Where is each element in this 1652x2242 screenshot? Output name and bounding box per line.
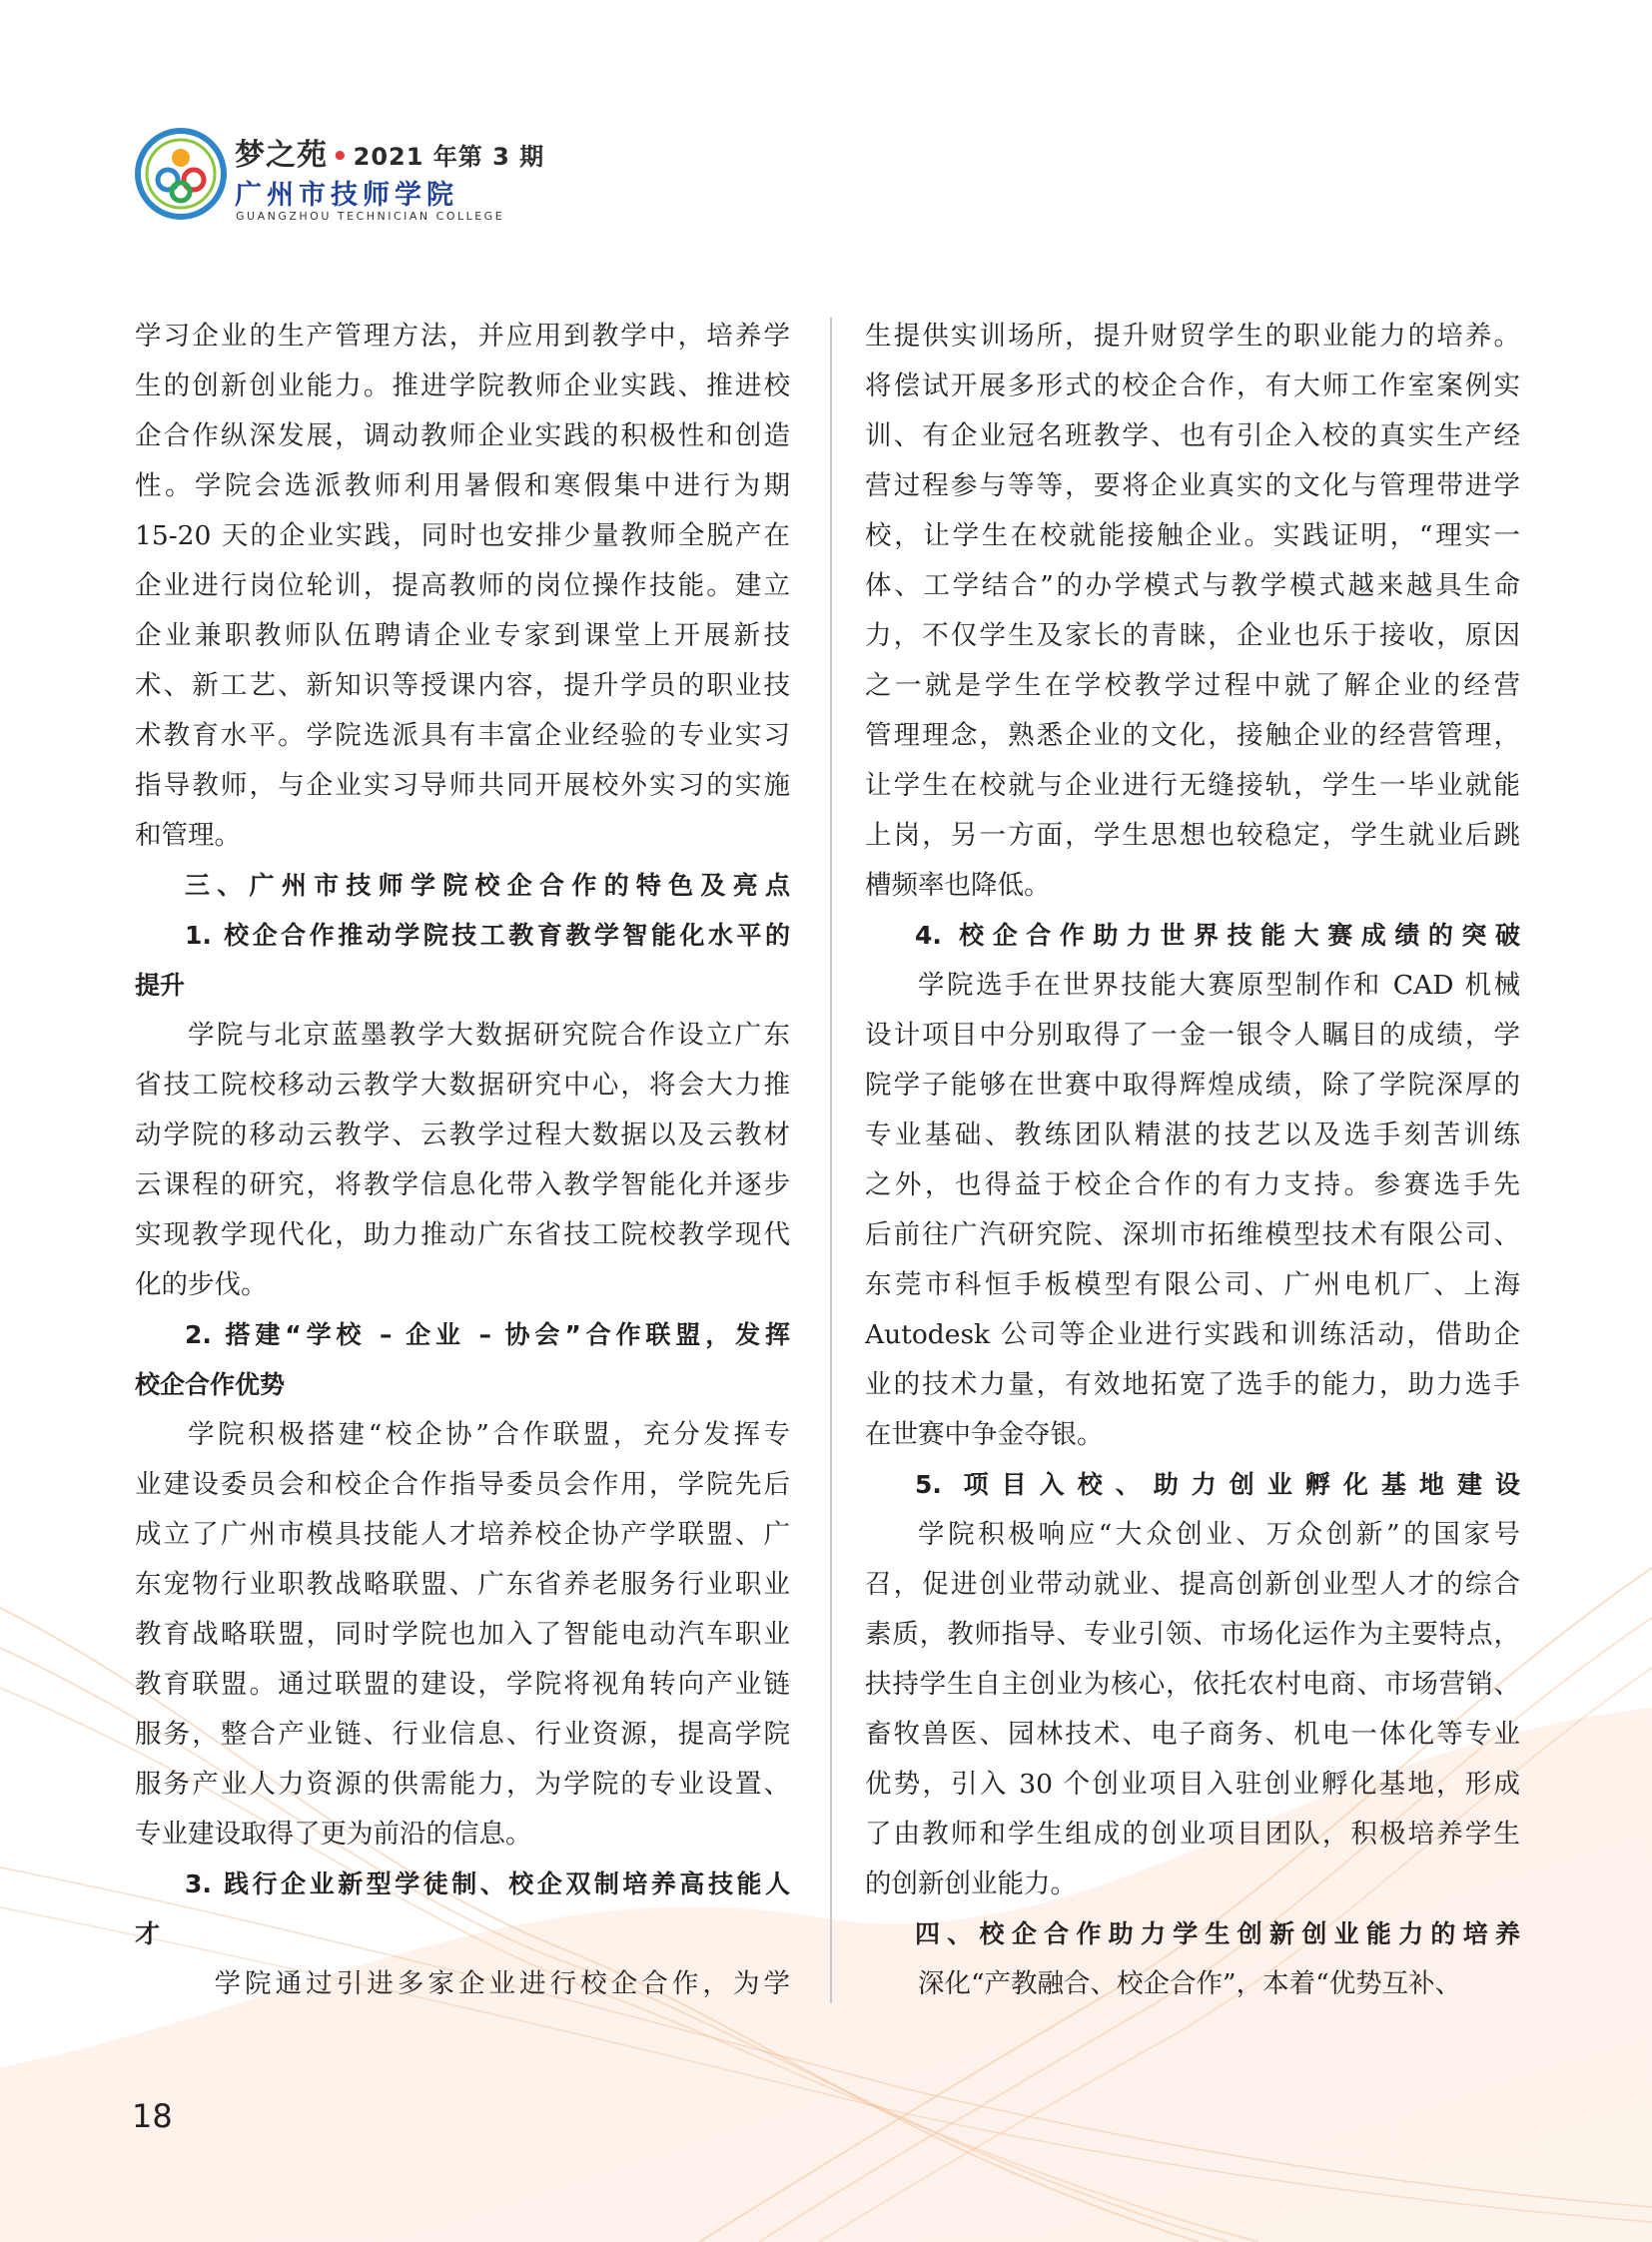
text-line: 性。学院会选派教师利用暑假和寒假集中进行为期 xyxy=(135,470,790,501)
text-line: 学习企业的生产管理方法，并应用到教学中，培养学 xyxy=(135,321,790,352)
text-line: 院学子能够在世赛中取得辉煌成绩，除了学院深厚的 xyxy=(865,1070,1520,1101)
right-column xyxy=(865,312,1520,2009)
text-line: 服务，整合产业链、行业信息、行业资源，提高学院 xyxy=(135,1719,790,1750)
text-line: 学院积极响应“大众创业、万众创新”的国家号 xyxy=(918,1519,1520,1550)
text-line: 业建设委员会和校企合作指导委员会作用，学院先后 xyxy=(135,1469,790,1500)
text-line: 之外，也得益于校企合作的有力支持。参赛选手先 xyxy=(865,1169,1520,1200)
text-line: 15-20 天的企业实践，同时也安排少量教师全脱产在 xyxy=(135,520,790,551)
column-divider xyxy=(830,318,832,2003)
text-line: 企合作纵深发展，调动教师企业实践的积极性和创造 xyxy=(135,420,790,451)
subsection-heading: 5. 项目入校、助力创业孵化基地建设 xyxy=(915,1470,1520,1499)
text-line: 企业兼职教师队伍聘请企业专家到课堂上开展新技 xyxy=(135,620,790,651)
section-heading: 三、广州市技师学院校企合作的特色及亮点 xyxy=(185,871,790,900)
text-line: 专业建设取得了更为前沿的信息。 xyxy=(135,1819,532,1850)
issue-number: 2021 年第 3 期 xyxy=(353,143,545,171)
text-line: 畜牧兽医、园林技术、电子商务、机电一体化等专业 xyxy=(865,1719,1520,1750)
text-line: 省技工院校移动云教学大数据研究中心，将会大力推 xyxy=(135,1070,790,1101)
text-line: 化的步伐。 xyxy=(135,1269,268,1300)
school-name: 广州市技师学院 xyxy=(235,180,458,211)
text-line: 了由教师和学生组成的创业项目团队，积极培养学生 xyxy=(865,1819,1520,1850)
text-line: 素质，教师指导、专业引领、市场化运作为主要特点， xyxy=(865,1619,1520,1650)
subsection-heading: 4. 校企合作助力世界技能大赛成绩的突破 xyxy=(915,921,1520,950)
page-header xyxy=(135,128,734,228)
subsection-heading: 2. 搭建“学校 – 企业 – 协会”合作联盟，发挥 xyxy=(185,1320,790,1349)
text-line: 指导教师，与企业实习导师共同开展校外实习的实施 xyxy=(135,770,790,801)
text-line: 和管理。 xyxy=(135,820,241,851)
magazine-name: 梦之苑 xyxy=(235,138,328,173)
text-line: 学院选手在世界技能大赛原型制作和 CAD 机械 xyxy=(918,970,1520,1001)
text-line: 上岗，另一方面，学生思想也较稳定，学生就业后跳 xyxy=(865,820,1520,851)
text-line: 力，不仅学生及家长的青睐，企业也乐于接收，原因 xyxy=(865,620,1520,651)
text-line: 业的技术力量，有效地拓宽了选手的能力，助力选手 xyxy=(865,1369,1520,1400)
school-name-english: GUANGZHOU TECHNICIAN COLLEGE xyxy=(236,210,505,223)
text-line: 成立了广州市模具技能人才培养校企协产学联盟、广 xyxy=(135,1519,790,1550)
text-line: 在世赛中争金夺银。 xyxy=(865,1419,1104,1450)
text-line: 术、新工艺、新知识等授课内容，提升学员的职业技 xyxy=(135,670,790,701)
text-line: 企业进行岗位轮训，提高教师的岗位操作技能。建立 xyxy=(135,570,790,601)
text-line: 东莞市科恒手板模型有限公司、广州电机厂、上海 xyxy=(865,1269,1520,1300)
text-line: 实现教学现代化，助力推动广东省技工院校教学现代 xyxy=(135,1219,790,1250)
subsection-heading: 校企合作优势 xyxy=(135,1370,286,1399)
text-line: 设计项目中分别取得了一金一银令人瞩目的成绩，学 xyxy=(865,1020,1520,1051)
college-emblem-icon xyxy=(135,128,227,220)
text-line: 学院积极搭建“校企协”合作联盟，充分发挥专 xyxy=(188,1419,790,1450)
text-line: 槽频率也降低。 xyxy=(865,870,1051,901)
text-line: 后前往广汽研究院、深圳市拓维模型技术有限公司、 xyxy=(865,1219,1520,1250)
magazine-title xyxy=(235,130,544,174)
title-separator: • xyxy=(332,142,350,172)
text-line: 术教育水平。学院选派具有丰富企业经验的专业实习 xyxy=(135,720,790,751)
text-line: 营过程参与等等，要将企业真实的文化与管理带进学 xyxy=(865,470,1520,501)
text-line: 学院通过引进多家企业进行校企合作，为学 xyxy=(214,1968,790,1999)
text-line: 生的创新创业能力。推进学院教师企业实践、推进校 xyxy=(135,371,790,401)
text-line: 服务产业人力资源的供需能力，为学院的专业设置、 xyxy=(135,1769,790,1800)
text-line: 管理理念，熟悉企业的文化，接触企业的经营管理， xyxy=(865,720,1520,751)
text-line: Autodesk 公司等企业进行实践和训练活动，借助企 xyxy=(865,1319,1520,1350)
text-line: 东宠物行业职教战略联盟、广东省养老服务行业职业 xyxy=(135,1569,790,1600)
text-line: 优势，引入 30 个创业项目入驻创业孵化基地，形成 xyxy=(865,1769,1520,1800)
page-number: 18 xyxy=(132,2097,173,2135)
text-line: 深化“产教融合、校企合作”，本着“优势互补、 xyxy=(918,1968,1462,1999)
subsection-heading: 才 xyxy=(135,1919,161,1948)
text-line: 的创新创业能力。 xyxy=(865,1868,1077,1899)
text-line: 训、有企业冠名班教学、也有引企入校的真实生产经 xyxy=(865,420,1520,451)
text-line: 召，促进创业带动就业、提高创新创业型人才的综合 xyxy=(865,1569,1520,1600)
text-line: 体、工学结合”的办学模式与教学模式越来越具生命 xyxy=(865,570,1520,601)
subsection-heading: 提升 xyxy=(135,971,186,1000)
text-line: 生提供实训场所，提升财贸学生的职业能力的培养。 xyxy=(865,321,1520,352)
text-line: 动学院的移动云教学、云教学过程大数据以及云教材 xyxy=(135,1120,790,1150)
text-line: 学院与北京蓝墨教学大数据研究院合作设立广东 xyxy=(188,1020,790,1051)
text-line: 将偿试开展多形式的校企合作，有大师工作室案例实 xyxy=(865,371,1520,401)
subsection-heading: 1. 校企合作推动学院技工教育教学智能化水平的 xyxy=(185,921,790,950)
text-line: 教育战略联盟，同时学院也加入了智能电动汽车职业 xyxy=(135,1619,790,1650)
section-heading: 四、校企合作助力学生创新创业能力的培养 xyxy=(915,1919,1520,1948)
text-line: 之一就是学生在学校教学过程中就了解企业的经营 xyxy=(865,670,1520,701)
left-column xyxy=(135,312,790,2009)
text-line: 校，让学生在校就能接触企业。实践证明，“理实一 xyxy=(865,520,1520,551)
text-line: 专业基础、教练团队精湛的技艺以及选手刻苦训练 xyxy=(865,1120,1520,1150)
text-line: 扶持学生自主创业为核心，依托农村电商、市场营销、 xyxy=(865,1669,1520,1700)
text-line: 云课程的研究，将教学信息化带入教学智能化并逐步 xyxy=(135,1169,790,1200)
text-line: 让学生在校就与企业进行无缝接轨，学生一毕业就能 xyxy=(865,770,1520,801)
text-line: 教育联盟。通过联盟的建设，学院将视角转向产业链 xyxy=(135,1669,790,1700)
subsection-heading: 3. 践行企业新型学徒制、校企双制培养高技能人 xyxy=(185,1869,790,1898)
